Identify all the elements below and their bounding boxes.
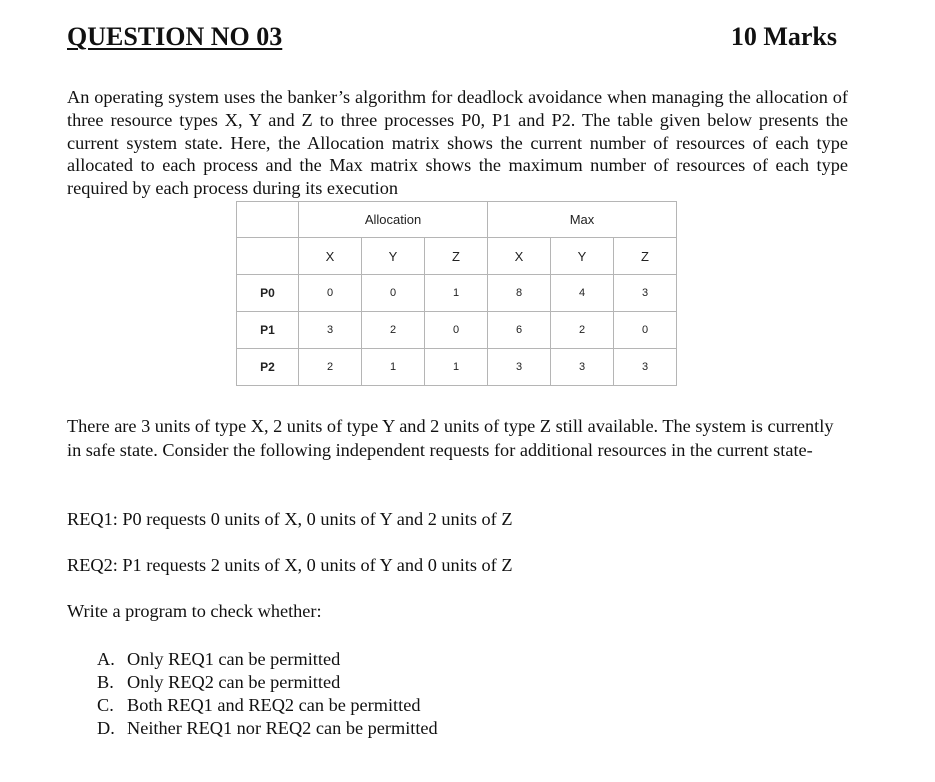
- process-label: P0: [237, 275, 299, 312]
- table-empty-cell: [237, 238, 299, 275]
- list-item: [97, 671, 438, 694]
- table-row: [237, 349, 677, 386]
- table-cell: 6: [488, 312, 551, 349]
- max-z-header: Z: [614, 238, 677, 275]
- max-y-header: Y: [551, 238, 614, 275]
- table-cell: 0: [614, 312, 677, 349]
- request-1: REQ1: P0 requests 0 units of X, 0 units of Y and 2 units of Z: [67, 509, 513, 529]
- table-cell: 3: [551, 349, 614, 386]
- table-cell: 2: [362, 312, 425, 349]
- allocation-y-header: Y: [362, 238, 425, 275]
- table-cell: 1: [425, 275, 488, 312]
- table-cell: 0: [362, 275, 425, 312]
- table-cell: 3: [488, 349, 551, 386]
- option-text: Both REQ1 and REQ2 can be permitted: [127, 695, 421, 715]
- table-subheader-row: [237, 238, 677, 275]
- table-cell: 3: [299, 312, 362, 349]
- process-label: P2: [237, 349, 299, 386]
- option-letter: B.: [97, 672, 114, 692]
- answer-options: [97, 648, 438, 740]
- table-group-header-row: [237, 202, 677, 238]
- table-cell: 0: [425, 312, 488, 349]
- option-letter: A.: [97, 649, 115, 669]
- intro-paragraph: An operating system uses the banker’s algorithm for deadlock avoidance when managing the allocation of three resource types X, Y and Z to three processes P0, P1 and P2. The table given below presents the current system state. Here, the Allocation matrix shows the current number of resources of each type allocated to each process and the Max matrix shows the maximum number of resources of each type required by each process during its execution: [67, 87, 848, 199]
- request-2: REQ2: P1 requests 2 units of X, 0 units of Y and 0 units of Z: [67, 555, 513, 575]
- list-item: [97, 717, 438, 740]
- table-cell: 3: [614, 275, 677, 312]
- table-corner-cell: [237, 202, 299, 238]
- question-title: QUESTION NO 03: [67, 22, 283, 51]
- table-cell: 3: [614, 349, 677, 386]
- table-cell: 8: [488, 275, 551, 312]
- option-letter: C.: [97, 695, 114, 715]
- max-header: Max: [488, 202, 677, 238]
- max-x-header: X: [488, 238, 551, 275]
- list-item: [97, 648, 438, 671]
- table-cell: 1: [425, 349, 488, 386]
- allocation-header: Allocation: [299, 202, 488, 238]
- option-text: Only REQ2 can be permitted: [127, 672, 341, 692]
- table-cell: 2: [551, 312, 614, 349]
- option-text: Neither REQ1 nor REQ2 can be permitted: [127, 718, 438, 738]
- allocation-z-header: Z: [425, 238, 488, 275]
- allocation-x-header: X: [299, 238, 362, 275]
- table-row: [237, 275, 677, 312]
- table-cell: 4: [551, 275, 614, 312]
- availability-paragraph: There are 3 units of type X, 2 units of type Y and 2 units of type Z still available. The system is currently in safe state. Consider the following independent requests for additional resources in the current state-: [67, 416, 834, 460]
- option-letter: D.: [97, 718, 115, 738]
- option-text: Only REQ1 can be permitted: [127, 649, 341, 669]
- question-marks: 10 Marks: [730, 22, 837, 51]
- table-cell: 2: [299, 349, 362, 386]
- list-item: [97, 694, 438, 717]
- process-label: P1: [237, 312, 299, 349]
- question-header: [67, 22, 837, 58]
- resource-table: [236, 201, 677, 386]
- table-row: [237, 312, 677, 349]
- table-cell: 0: [299, 275, 362, 312]
- task-prompt: Write a program to check whether:: [67, 601, 322, 621]
- table-cell: 1: [362, 349, 425, 386]
